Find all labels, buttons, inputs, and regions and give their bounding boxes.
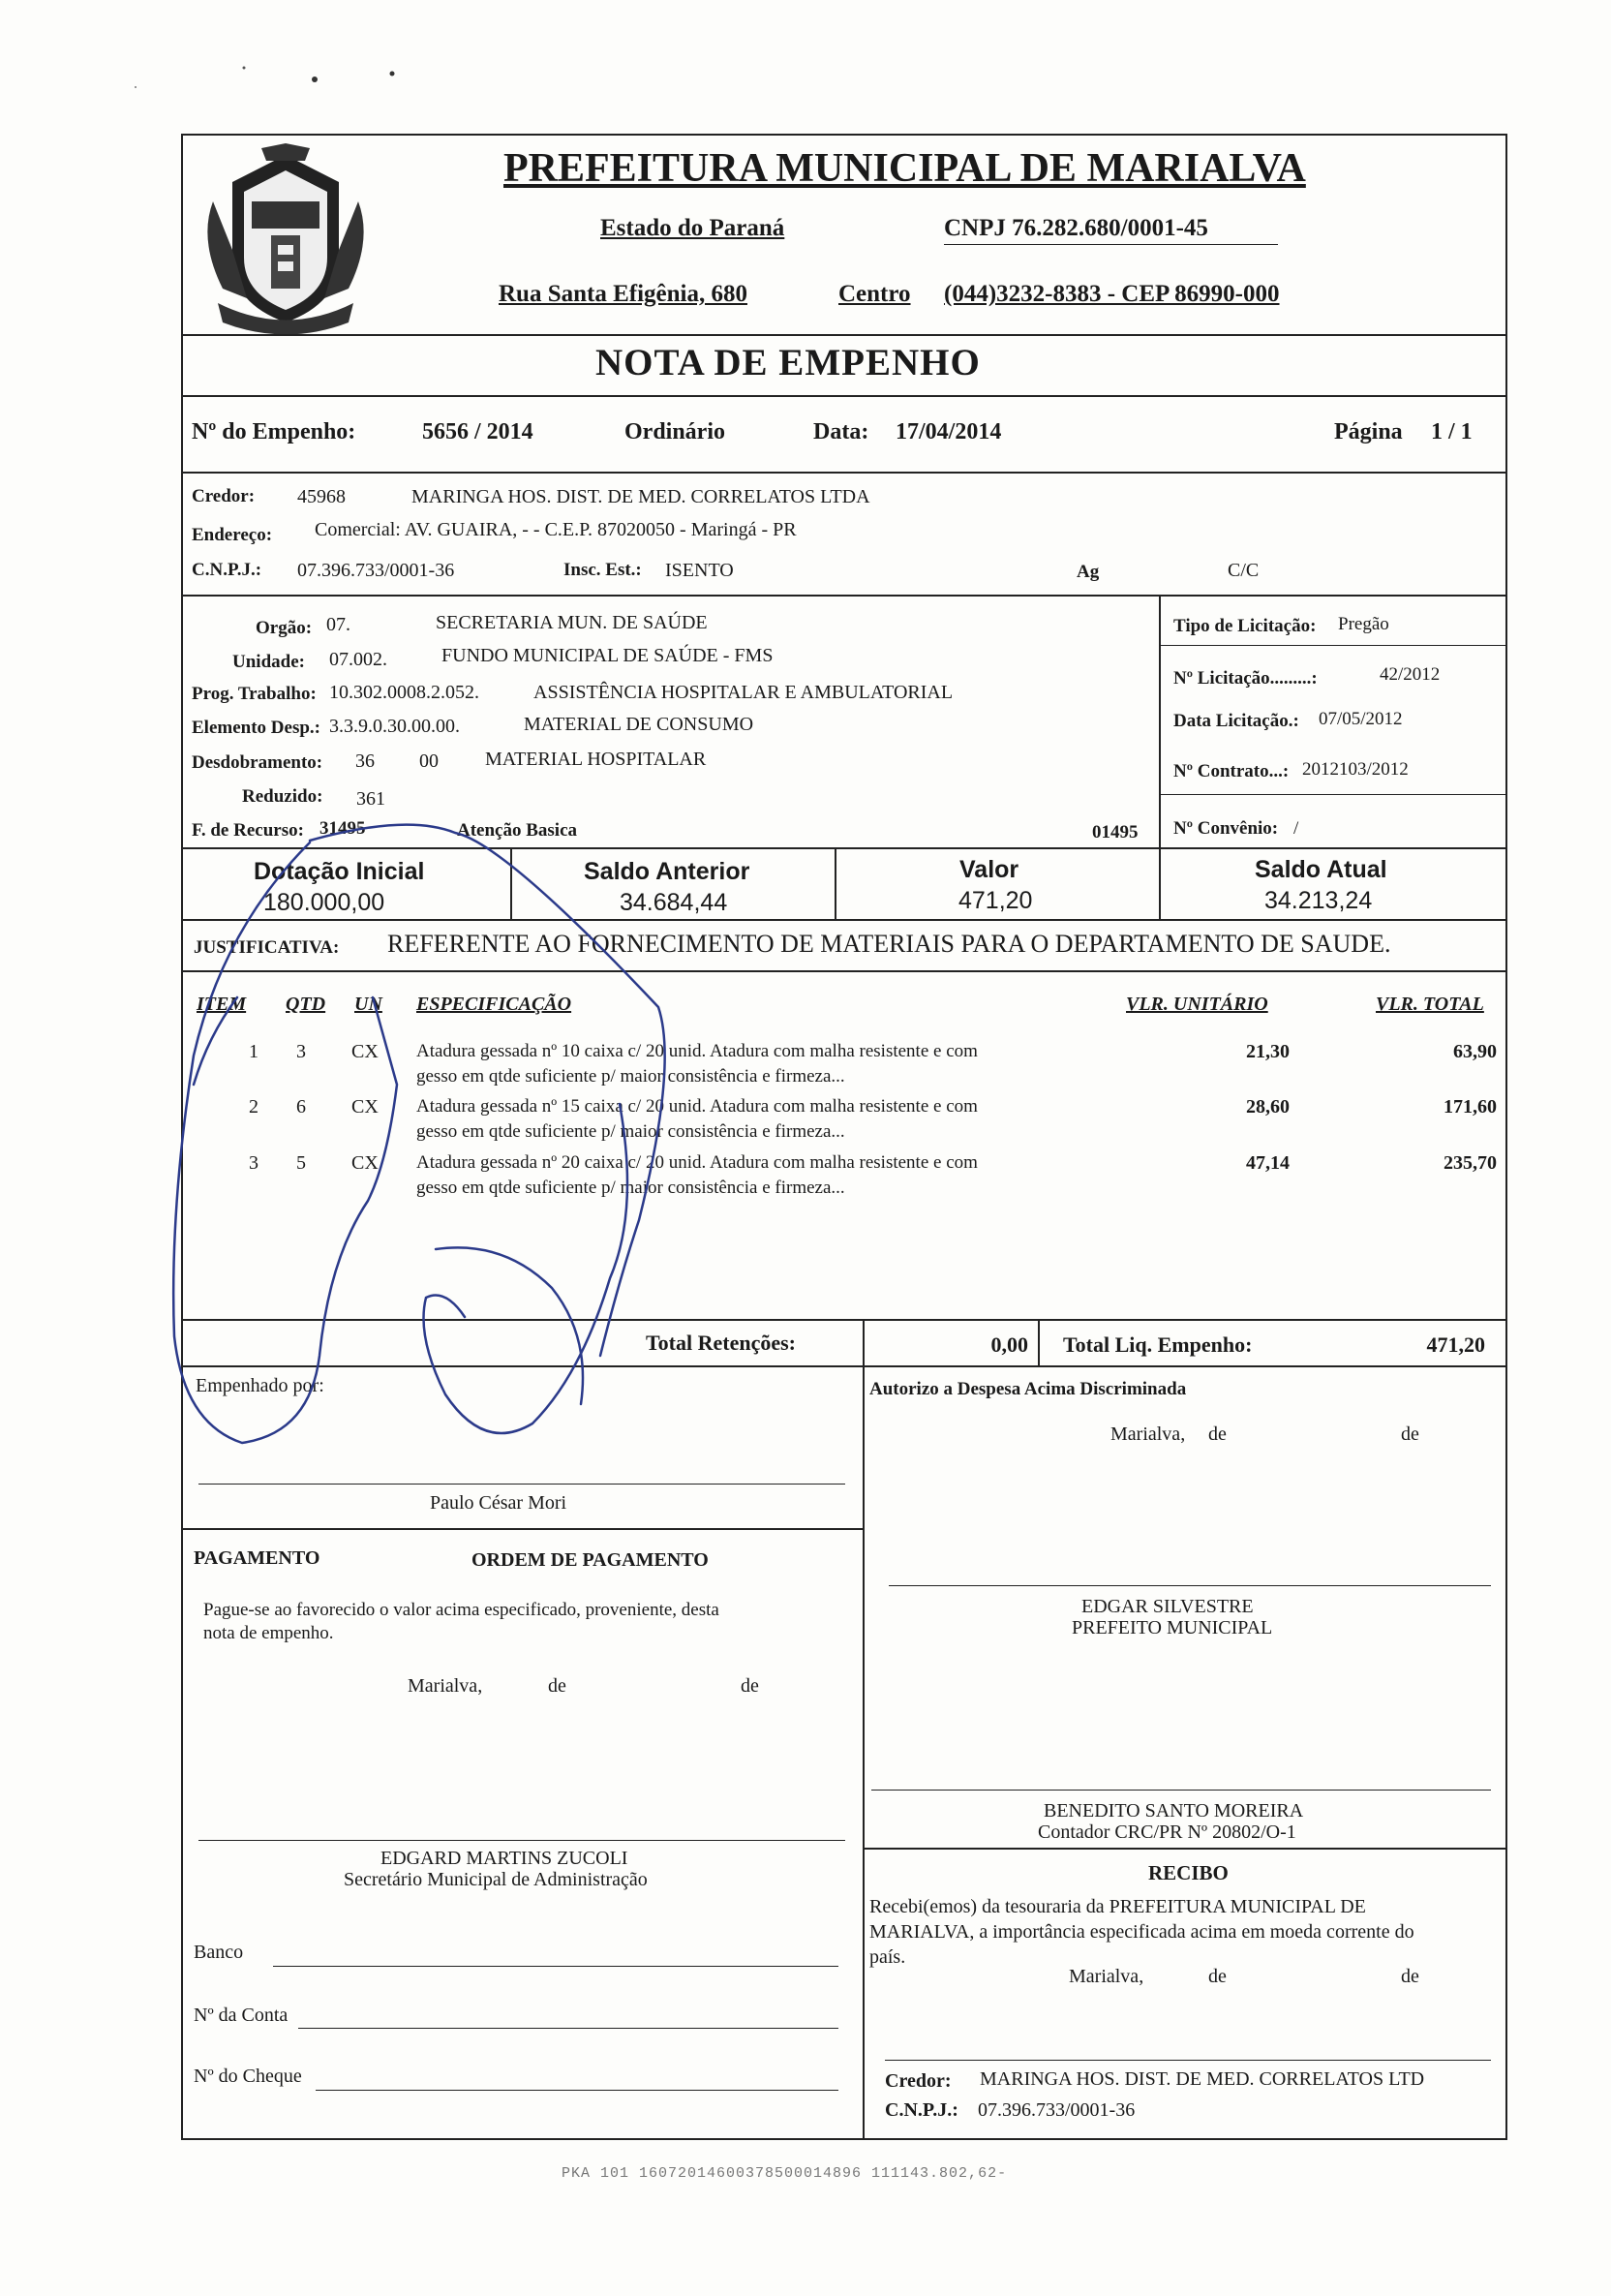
numero-licitacao-label: Nº Licitação.........: [1173,668,1318,689]
item-qtd: 3 [296,1041,306,1062]
saldo-anterior-label: Saldo Anterior [584,858,750,885]
tipo-licitacao: Pregão [1338,614,1389,634]
credor-cc-label: C/C [1228,560,1260,581]
conta-label: Nº da Conta [194,2005,289,2026]
pagamento-label: PAGAMENTO [194,1547,320,1569]
orgao-code: 07. [326,614,350,635]
item-qtd: 5 [296,1152,306,1174]
item-un: CX [351,1041,379,1062]
prefeito-name: EDGAR SILVESTRE [1081,1596,1254,1617]
numero-licitacao: 42/2012 [1380,664,1441,685]
document-title: NOTA DE EMPENHO [595,342,981,383]
total-liquido-label: Total Liq. Empenho: [1063,1332,1253,1357]
col-qtd: QTD [286,994,326,1015]
contrato-label: Nº Contrato...: [1173,761,1290,781]
item-un: CX [351,1152,379,1174]
empenho-date-label: Data: [813,419,869,444]
item-number: 2 [249,1096,258,1117]
item-unit-value: 28,60 [1246,1096,1290,1117]
municipal-crest-icon [194,143,378,337]
contador-title: Contador CRC/PR Nº 20802/O-1 [1038,1821,1296,1843]
elemento-code: 3.3.9.0.30.00.00. [329,716,460,737]
contrato-number: 2012103/2012 [1302,759,1409,780]
data-licitacao-label: Data Licitação.: [1173,711,1299,731]
page-label: Página [1334,419,1403,444]
header-state: Estado do Paraná [600,215,785,241]
item-spec-line2: gesso em qtde suficiente p/ maior consistência e firmeza... [416,1121,845,1142]
header-cnpj: CNPJ 76.282.680/0001-45 [944,215,1208,241]
col-un: UN [354,994,382,1015]
unidade-label: Unidade: [232,652,305,672]
orgao-label: Orgão: [256,618,313,638]
justificativa-label: JUSTIFICATIVA: [194,937,340,958]
item-spec-line2: gesso em qtde suficiente p/ maior consistência e firmeza... [416,1178,845,1198]
credor-code: 45968 [297,486,346,507]
recibo-credor-label: Credor: [885,2070,952,2092]
recibo-de-2: de [1401,1966,1419,1987]
secretario-name: EDGARD MARTINS ZUCOLI [380,1848,628,1869]
recibo-credor-name: MARINGA HOS. DIST. DE MED. CORRELATOS LTD [980,2068,1425,2090]
tipo-licitacao-label: Tipo de Licitação: [1173,616,1317,636]
item-number: 1 [249,1041,258,1062]
orgao-name: SECRETARIA MUN. DE SAÚDE [436,612,708,633]
unidade-code: 07.002. [329,649,387,670]
valor-label: Valor [959,856,1019,883]
recibo-de-1: de [1208,1966,1227,1987]
recibo-city: Marialva, [1069,1966,1144,1987]
prefeito-title: PREFEITO MUNICIPAL [1072,1617,1273,1638]
pagamento-city: Marialva, [408,1675,483,1697]
col-vlr-total: VLR. TOTAL [1376,994,1484,1015]
prog-trabalho-label: Prog. Trabalho: [192,684,317,704]
autorizo-de-2: de [1401,1424,1419,1445]
col-item: ITEM [197,994,247,1015]
col-especificacao: ESPECIFICAÇÃO [416,994,572,1015]
item-spec-line1: Atadura gessada nº 20 caixa c/ 20 unid. Atadura com malha resistente e com [416,1152,978,1173]
item-spec-line1: Atadura gessada nº 10 caixa c/ 20 unid. Atadura com malha resistente e com [416,1041,978,1061]
desdobramento-code2: 00 [419,750,439,772]
recurso-right-code: 01495 [1092,822,1139,842]
pagamento-de-2: de [741,1675,759,1697]
saldo-anterior-value: 34.684,44 [620,889,728,916]
item-un: CX [351,1096,379,1117]
pagamento-text-line1: Pague-se ao favorecido o valor acima especificado, proveniente, desta [203,1600,719,1620]
recibo-line2: MARIALVA, a importância especificada acima em moeda corrente do [869,1921,1414,1943]
empenhado-por-name: Paulo César Mori [430,1492,567,1514]
desdobramento-name: MATERIAL HOSPITALAR [485,749,707,770]
unidade-name: FUNDO MUNICIPAL DE SAÚDE - FMS [441,645,774,666]
desdobramento-code1: 36 [355,750,375,772]
credor-ag-label: Ag [1077,562,1100,582]
empenho-number-label: Nº do Empenho: [192,419,356,444]
autorizo-label: Autorizo a Despesa Acima Discriminada [869,1379,1187,1399]
cheque-label: Nº do Cheque [194,2066,302,2087]
dotacao-inicial-label: Dotação Inicial [254,858,425,885]
item-unit-value: 21,30 [1246,1041,1290,1062]
item-total-value: 63,90 [1453,1041,1497,1062]
dotacao-inicial-value: 180.000,00 [263,889,385,916]
credor-insc-label: Insc. Est.: [563,560,642,580]
header-phone-cep: (044)3232-8383 - CEP 86990-000 [944,281,1280,307]
autorizo-city: Marialva, [1110,1424,1186,1445]
item-number: 3 [249,1152,258,1174]
item-spec-line2: gesso em qtde suficiente p/ maior consistência e firmeza... [416,1066,845,1087]
reduzido-value: 361 [356,788,385,810]
empenho-date: 17/04/2014 [896,419,1002,444]
data-licitacao: 07/05/2012 [1319,709,1403,729]
credor-name: MARINGA HOS. DIST. DE MED. CORRELATOS LTDA [411,486,870,507]
recibo-label: RECIBO [1148,1861,1229,1884]
empenhado-por-label: Empenhado por: [196,1375,324,1396]
credor-label: Credor: [192,486,256,506]
justificativa-text: REFERENTE AO FORNECIMENTO DE MATERIAIS PARA O DEPARTAMENTO DE SAUDE. [387,930,1391,958]
convenio-label: Nº Convênio: [1173,818,1279,839]
secretario-title: Secretário Municipal de Administração [344,1869,648,1890]
ordem-pagamento-label: ORDEM DE PAGAMENTO [471,1549,709,1571]
banco-label: Banco [194,1942,244,1963]
credor-cnpj: 07.396.733/0001-36 [297,560,455,581]
elemento-label: Elemento Desp.: [192,718,320,738]
saldo-atual-label: Saldo Atual [1255,856,1387,883]
empenho-number: 5656 / 2014 [422,419,533,444]
recurso-code: 31495 [319,818,366,839]
recibo-line1: Recebi(emos) da tesouraria da PREFEITURA MUNICIPAL DE [869,1896,1366,1917]
recurso-name: Atenção Basica [457,820,578,841]
credor-address: Comercial: AV. GUAIRA, - - C.E.P. 87020050 - Maringá - PR [315,519,797,540]
credor-insc: ISENTO [665,560,734,581]
item-qtd: 6 [296,1096,306,1117]
item-total-value: 235,70 [1444,1152,1497,1174]
footer-code: PKA 101 16072014600378500014896 111143.802,62- [562,2165,1008,2182]
valor-value: 471,20 [958,887,1033,914]
item-spec-line1: Atadura gessada nº 15 caixa c/ 20 unid. Atadura com malha resistente e com [416,1096,978,1117]
credor-cnpj-label: C.N.P.J.: [192,560,262,580]
saldo-atual-value: 34.213,24 [1264,887,1373,914]
header-address: Rua Santa Efigênia, 680 [499,281,747,307]
autorizo-de-1: de [1208,1424,1227,1445]
recurso-label: F. de Recurso: [192,820,304,841]
total-retencoes-value: 0,00 [990,1332,1028,1357]
contador-name: BENEDITO SANTO MOREIRA [1044,1800,1304,1821]
recibo-cnpj: 07.396.733/0001-36 [978,2099,1136,2121]
header-title: PREFEITURA MUNICIPAL DE MARIALVA [503,146,1306,191]
prog-trabalho-name: ASSISTÊNCIA HOSPITALAR E AMBULATORIAL [533,682,954,703]
total-retencoes-label: Total Retenções: [646,1331,796,1355]
total-liquido-value: 471,20 [1426,1332,1485,1357]
elemento-name: MATERIAL DE CONSUMO [524,714,754,735]
convenio-value: / [1293,818,1299,839]
recibo-line3: país. [869,1946,906,1968]
item-total-value: 171,60 [1444,1096,1497,1117]
header-district: Centro [838,281,911,307]
desdobramento-label: Desdobramento: [192,752,323,773]
col-vlr-unitario: VLR. UNITÁRIO [1126,994,1268,1015]
pagamento-text-line2: nota de empenho. [203,1623,334,1643]
prog-trabalho-code: 10.302.0008.2.052. [329,682,479,703]
item-unit-value: 47,14 [1246,1152,1290,1174]
empenho-type: Ordinário [624,419,726,444]
page-number: 1 / 1 [1431,419,1473,444]
recibo-cnpj-label: C.N.P.J.: [885,2099,958,2121]
credor-address-label: Endereço: [192,525,273,545]
scan-specks [0,0,1611,116]
reduzido-label: Reduzido: [242,786,323,807]
pagamento-de-1: de [548,1675,566,1697]
